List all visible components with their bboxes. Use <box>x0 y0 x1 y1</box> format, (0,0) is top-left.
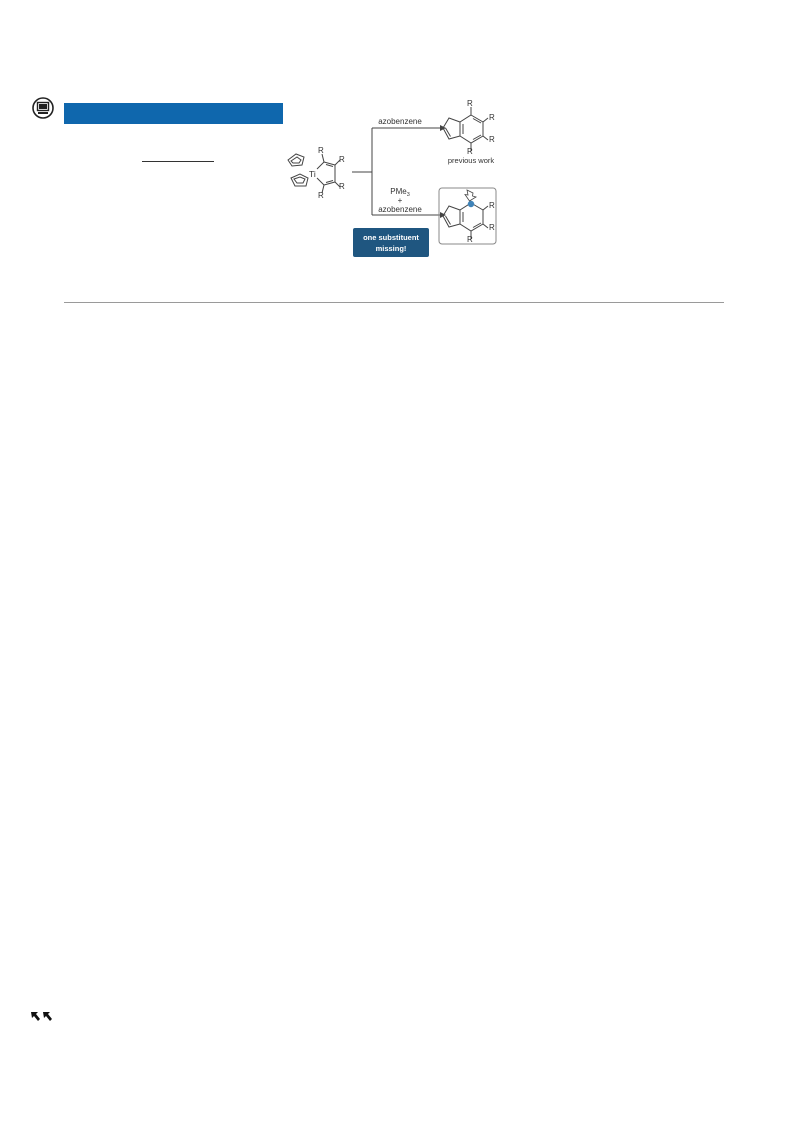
bottom-reagent-line1: PMe$_3$ <box>390 187 410 198</box>
monitor-icon <box>32 97 54 119</box>
highlight-dot <box>468 201 474 207</box>
reactant-substituent-r2: R <box>339 155 345 164</box>
down-arrow-icon <box>465 190 476 201</box>
section-header-bar <box>64 103 283 124</box>
bottom-product-r1: R <box>489 201 495 210</box>
bottom-product-r2: R <box>489 223 495 232</box>
reaction-scheme <box>280 90 520 265</box>
reactant-substituent-r1: R <box>318 146 324 155</box>
bottom-reagent-line2: + <box>397 196 403 205</box>
top-product-r2: R <box>489 113 495 122</box>
bottom-product-r3: R <box>467 235 473 244</box>
top-product-r1: R <box>467 99 473 108</box>
titanacycle <box>317 154 340 193</box>
top-reagent-label: azobenzene <box>378 117 422 126</box>
reactant-substituent-r4: R <box>318 191 324 200</box>
top-product-r3: R <box>489 135 495 144</box>
badge-line1: one substituent <box>363 233 419 242</box>
section-divider <box>64 302 724 303</box>
reactant-substituent-r3: R <box>339 182 345 191</box>
link-underline <box>142 161 214 162</box>
corner-arrows-icon[interactable] <box>30 1010 54 1024</box>
top-product-r4: R <box>467 147 473 156</box>
bottom-reagent-line3: azobenzene <box>378 205 422 214</box>
reactant-metal: Ti <box>309 169 316 179</box>
cp-ring-bottom <box>291 174 308 186</box>
top-product-caption: previous work <box>447 156 495 165</box>
top-product-structure <box>443 107 488 151</box>
cp-ring-top <box>288 154 304 166</box>
badge-line2: missing! <box>375 244 407 253</box>
bottom-product-structure <box>443 203 488 239</box>
